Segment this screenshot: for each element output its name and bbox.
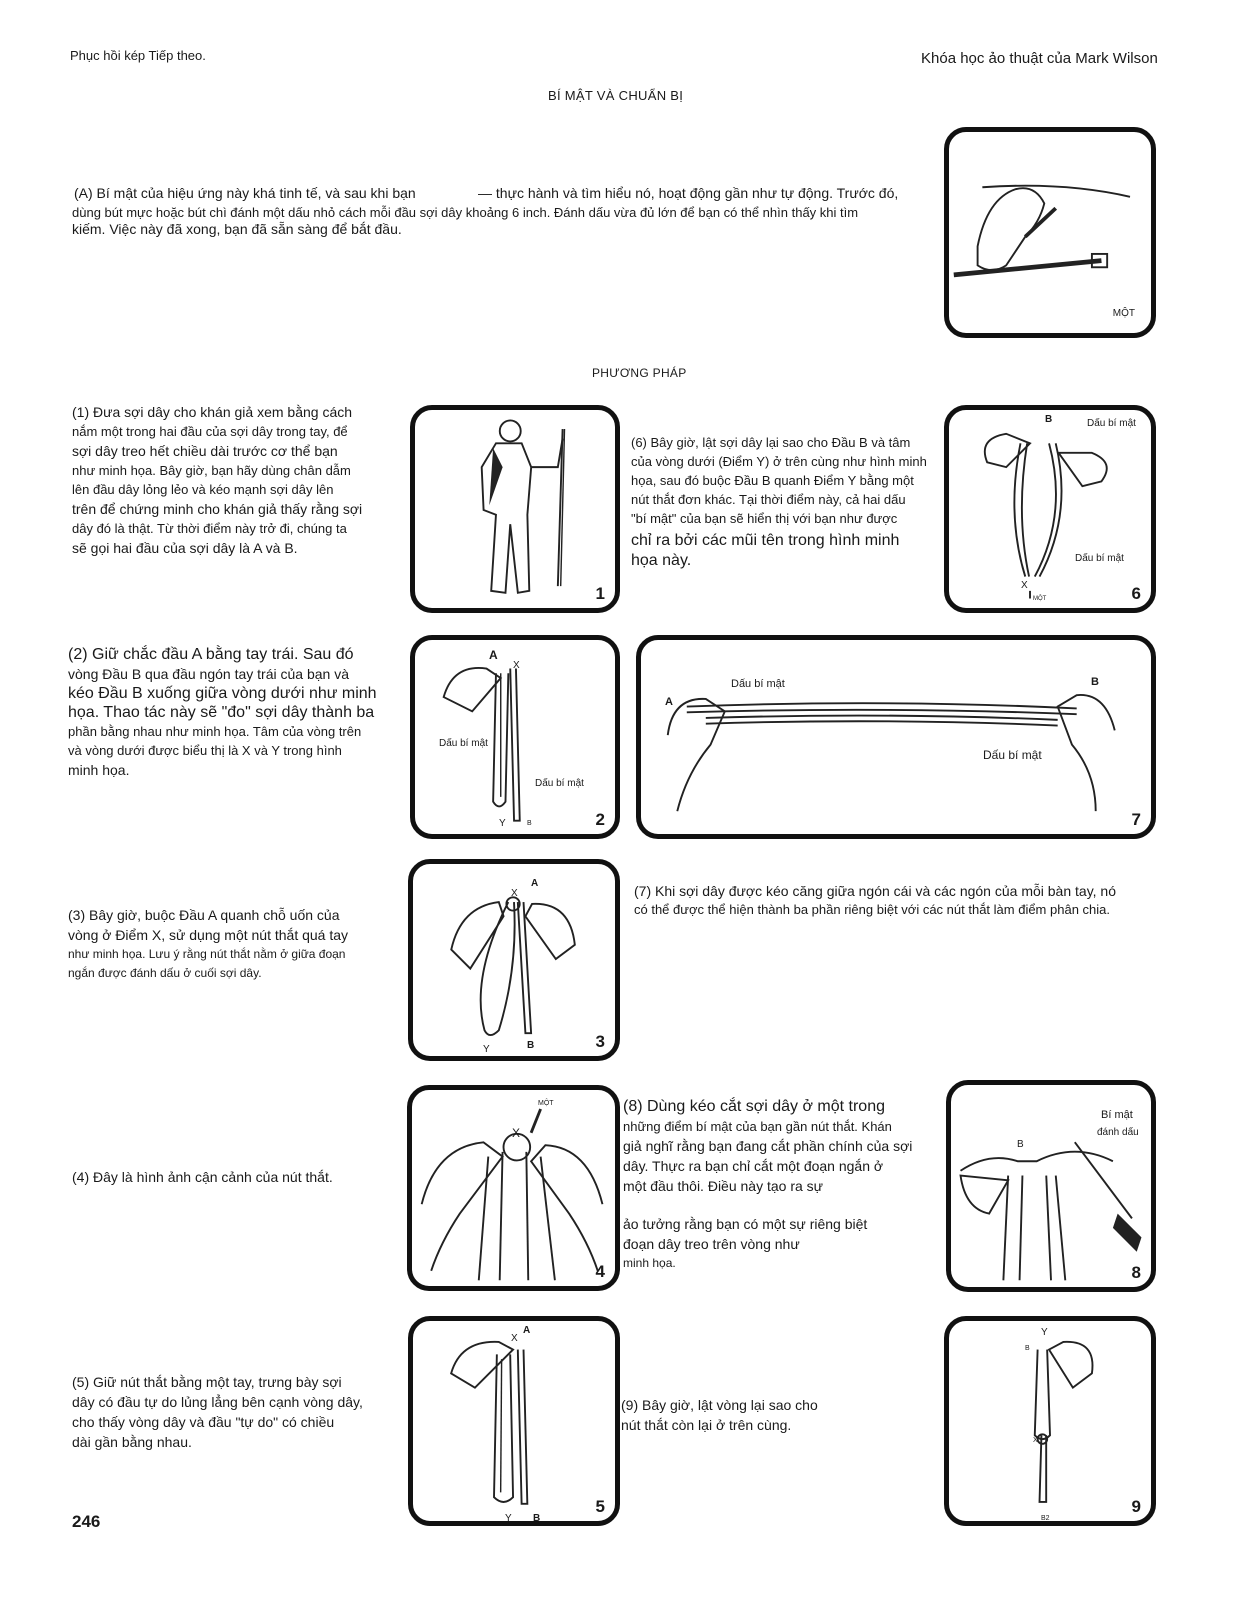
step-8-line: giả nghĩ rằng bạn đang cắt phần chính của sợi bbox=[623, 1138, 913, 1154]
step-8-text bbox=[623, 1097, 943, 1273]
step-1-line: sợi dây treo hết chiều dài trước cơ thể bạn bbox=[72, 443, 338, 459]
step-6-line: (6) Bây giờ, lật sợi dây lại sao cho Đầu B và tâm bbox=[631, 435, 911, 450]
page-number: 246 bbox=[72, 1512, 101, 1531]
figure-6-label-b: B bbox=[1045, 414, 1053, 425]
step-8-line: dây. Thực ra bạn chỉ cắt một đoạn ngắn ở bbox=[623, 1158, 884, 1174]
figure-6-label-mark-bottom: Dấu bí mật bbox=[1075, 553, 1124, 564]
figure-4-number: 4 bbox=[595, 1262, 605, 1281]
step-1-line: như minh họa. Bây giờ, bạn hãy dùng chân dẫm bbox=[72, 463, 351, 478]
figure-2-label-x: X bbox=[513, 660, 520, 671]
figure-8-panel bbox=[946, 1080, 1156, 1292]
figure-7-label-mark-right: Dấu bí mật bbox=[983, 748, 1042, 762]
step-4-text: (4) Đây là hình ảnh cận cảnh của nút thắt. bbox=[72, 1169, 333, 1185]
figure-a-panel bbox=[944, 127, 1156, 338]
figure-a-label: MỘT bbox=[1112, 308, 1135, 319]
figure-3-number: 3 bbox=[595, 1032, 605, 1051]
figure-9-label-x: X bbox=[1033, 1437, 1038, 1444]
step-3-line: (3) Bây giờ, buộc Đầu A quanh chỗ uốn của bbox=[68, 907, 340, 923]
figure-6-drawing bbox=[949, 410, 1151, 608]
step-5-line: (5) Giữ nút thắt bằng một tay, trưng bày sợi bbox=[72, 1374, 342, 1390]
figure-9-label-b: B bbox=[1025, 1345, 1030, 1352]
figure-5-label-b: B bbox=[533, 1513, 541, 1524]
figure-1-number: 1 bbox=[595, 584, 605, 603]
figure-6-number: 6 bbox=[1131, 584, 1141, 603]
step-1-line: (1) Đưa sợi dây cho khán giả xem bằng cách bbox=[72, 404, 353, 420]
figure-4-drawing bbox=[412, 1090, 615, 1286]
figure-5-drawing bbox=[413, 1321, 615, 1521]
step-2-line: kéo Đầu B xuống giữa vòng dưới như minh bbox=[68, 685, 377, 702]
step-2-line: và vòng dưới được biểu thị là X và Y trong hình bbox=[68, 743, 342, 758]
step-5-text bbox=[72, 1372, 392, 1452]
figure-3-label-y: Y bbox=[483, 1044, 490, 1055]
figure-7-number: 7 bbox=[1131, 810, 1141, 829]
figure-9-panel bbox=[944, 1316, 1156, 1526]
figure-6-label-mark-top: Dấu bí mật bbox=[1087, 418, 1136, 429]
figure-7-panel bbox=[636, 635, 1156, 839]
step-5-line: dài gần bằng nhau. bbox=[72, 1434, 192, 1450]
step-8-line: ảo tưởng rằng bạn có một sự riêng biệt bbox=[623, 1216, 868, 1232]
figure-9-label-b2: B2 bbox=[1041, 1515, 1050, 1522]
figure-2-label-a: A bbox=[489, 648, 498, 662]
step-5-line: dây có đầu tự do lủng lẳng bên cạnh vòng dây, bbox=[72, 1394, 363, 1410]
step-1-line: trên để chứng minh cho khán giả thấy rằng sợi bbox=[72, 501, 363, 517]
figure-5-label-y: Y bbox=[505, 1513, 512, 1524]
figure-2-label-mark-left: Dấu bí mật bbox=[439, 738, 488, 749]
step-3-line: ngắn được đánh dấu ở cuối sợi dây. bbox=[68, 966, 262, 980]
figure-8-number: 8 bbox=[1131, 1263, 1141, 1282]
step-9-line: nút thắt còn lại ở trên cùng. bbox=[621, 1417, 792, 1433]
figure-7-label-a: A bbox=[665, 696, 673, 708]
step-6-line: họa này. bbox=[631, 552, 692, 569]
figure-7-drawing bbox=[641, 640, 1151, 834]
figure-6-label-mot: MỘT bbox=[1033, 596, 1047, 602]
figure-3-label-x: X bbox=[511, 888, 518, 899]
figure-2-label-b: B bbox=[527, 820, 532, 827]
figure-5-panel bbox=[408, 1316, 620, 1526]
figure-4-label-mot: MỘT bbox=[538, 1100, 554, 1107]
step-8-line: minh họa. bbox=[623, 1256, 676, 1270]
text-a-line1: (A) Bí mật của hiệu ứng này khá tinh tế, và sau khi bạn bbox=[74, 185, 416, 201]
step-5-line: cho thấy vòng dây và đầu "tự do" có chiều bbox=[72, 1414, 335, 1430]
figure-5-label-x: X bbox=[511, 1333, 518, 1344]
figure-1-panel bbox=[410, 405, 620, 613]
figure-2-label-y: Y bbox=[499, 818, 506, 829]
header-right: Khóa học ảo thuật của Mark Wilson bbox=[921, 50, 1158, 67]
figure-2-number: 2 bbox=[595, 810, 605, 829]
figure-8-label-b: B bbox=[1017, 1139, 1024, 1150]
figure-1-drawing bbox=[415, 410, 615, 608]
section-title-method: PHƯƠNG PHÁP bbox=[592, 366, 687, 380]
figure-6-panel bbox=[944, 405, 1156, 613]
step-7-line2: có thể được thể hiện thành ba phần riêng biệt với các nút thắt làm điểm phân chia. bbox=[634, 902, 1110, 917]
step-2-line: (2) Giữ chắc đầu A bằng tay trái. Sau đó bbox=[68, 646, 354, 663]
step-2-line: minh họa. bbox=[68, 762, 130, 778]
figure-4-label-x: X bbox=[512, 1126, 521, 1140]
figure-7-label-b: B bbox=[1091, 676, 1099, 688]
text-a-line3: dùng bút mực hoặc bút chì đánh một dấu nhỏ cách mỗi đầu sợi dây khoảng 6 inch. Đánh dấu vừa đủ lớn để bạn có thể nhìn thấy khi tìm bbox=[72, 205, 859, 220]
figure-4-panel bbox=[407, 1085, 620, 1291]
figure-2-label-mark-right: Dấu bí mật bbox=[535, 778, 584, 789]
step-1-line: nắm một trong hai đầu của sợi dây trong tay, để bbox=[72, 424, 348, 439]
figure-5-label-a: A bbox=[523, 1325, 531, 1336]
step-6-line: chỉ ra bởi các mũi tên trong hình minh bbox=[631, 532, 900, 549]
section-title-secret: BÍ MẬT VÀ CHUẨN BỊ bbox=[548, 88, 684, 103]
figure-a-drawing bbox=[949, 132, 1151, 333]
step-1-line: sẽ gọi hai đầu của sợi dây là A và B. bbox=[72, 540, 298, 556]
step-8-line: những điểm bí mật của bạn gần nút thắt. Khán bbox=[623, 1119, 892, 1134]
step-2-text bbox=[68, 645, 378, 780]
figure-3-panel bbox=[408, 859, 620, 1061]
step-2-line: phần bằng nhau như minh họa. Tâm của vòng trên bbox=[68, 724, 362, 739]
step-3-line: như minh họa. Lưu ý rằng nút thắt nằm ở giữa đoạn bbox=[68, 947, 346, 961]
step-6-line: nút thắt đơn khác. Tại thời điểm này, cả hai dấu bbox=[631, 492, 906, 507]
figure-6-label-x: X bbox=[1021, 580, 1028, 591]
step-1-text bbox=[72, 402, 392, 558]
figure-2-panel bbox=[410, 635, 620, 839]
step-6-line: "bí mật" của bạn sẽ hiển thị với bạn như được bbox=[631, 511, 898, 526]
step-8-line: một đầu thôi. Điều này tạo ra sự bbox=[623, 1178, 824, 1194]
figure-9-drawing bbox=[949, 1321, 1151, 1521]
step-2-line: họa. Thao tác này sẽ "đo" sợi dây thành ba bbox=[68, 704, 375, 721]
figure-8-label-mark-b: đánh dấu bbox=[1097, 1127, 1139, 1138]
step-9-text bbox=[621, 1395, 921, 1435]
figure-5-number: 5 bbox=[595, 1497, 605, 1516]
step-7-line1: (7) Khi sợi dây được kéo căng giữa ngón cái và các ngón của mỗi bàn tay, nó bbox=[634, 883, 1117, 899]
step-3-text bbox=[68, 905, 378, 983]
figure-9-label-y: Y bbox=[1041, 1327, 1048, 1338]
step-1-line: dây đó là thật. Từ thời điểm này trở đi, chúng ta bbox=[72, 521, 347, 536]
step-9-line: (9) Bây giờ, lật vòng lại sao cho bbox=[621, 1397, 818, 1413]
figure-3-label-a: A bbox=[531, 878, 539, 889]
figure-9-number: 9 bbox=[1131, 1497, 1141, 1516]
step-2-line: vòng Đầu B qua đầu ngón tay trái của bạn và bbox=[68, 666, 349, 682]
figure-8-label-mark-a: Bí mật bbox=[1101, 1109, 1133, 1121]
text-a-line2: — thực hành và tìm hiểu nó, hoạt động gần như tự động. Trước đó, bbox=[478, 185, 899, 201]
step-8-line: đoạn dây treo trên vòng như bbox=[623, 1236, 800, 1252]
step-8-line: (8) Dùng kéo cắt sợi dây ở một trong bbox=[623, 1098, 885, 1115]
figure-7-label-mark-left: Dấu bí mật bbox=[731, 678, 785, 690]
text-a-line4: kiếm. Việc này đã xong, bạn đã sẵn sàng để bắt đầu. bbox=[72, 221, 402, 237]
header-left: Phục hồi kép Tiếp theo. bbox=[70, 48, 206, 63]
figure-3-label-b: B bbox=[527, 1040, 535, 1051]
step-6-line: họa, sau đó buộc Đầu B quanh Điểm Y bằng một bbox=[631, 473, 914, 488]
step-6-text bbox=[631, 433, 941, 571]
step-1-line: lên đầu dây lỏng lẻo và kéo mạnh sợi dây lên bbox=[72, 482, 334, 497]
step-3-line: vòng ở Điểm X, sử dụng một nút thắt quá tay bbox=[68, 927, 349, 943]
step-6-line: của vòng dưới (Điểm Y) ở trên cùng như hình minh bbox=[631, 454, 927, 469]
